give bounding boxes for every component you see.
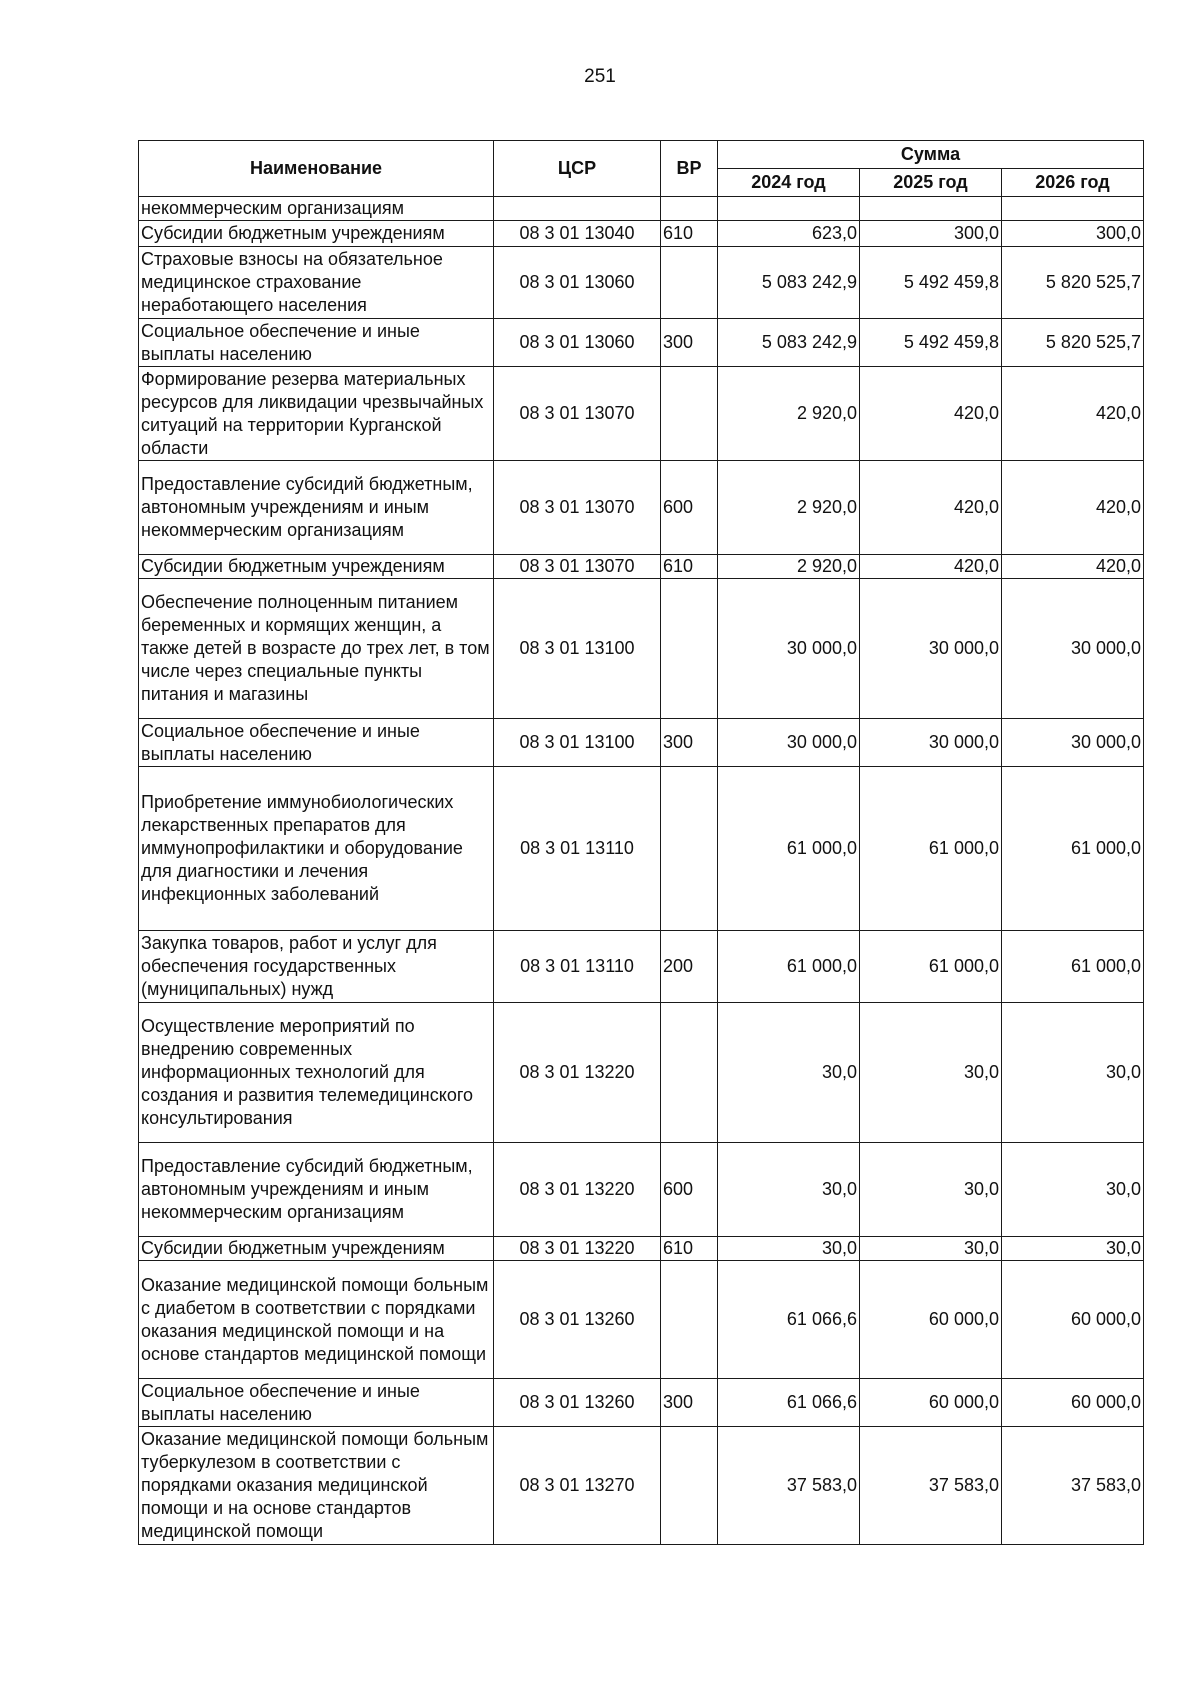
row-vr-cell: 610 xyxy=(661,555,718,579)
table-row xyxy=(139,1427,1144,1545)
table-row xyxy=(139,221,1144,247)
row-name-cell: Страховые взносы на обязательное медицинское страхование неработающего населения xyxy=(139,247,494,319)
row-name-cell: Социальное обеспечение и иные выплаты населению xyxy=(139,1379,494,1427)
row-amount-2026-cell: 30,0 xyxy=(1002,1003,1144,1143)
row-vr-cell xyxy=(661,1261,718,1379)
row-amount-2026-cell: 60 000,0 xyxy=(1002,1379,1144,1427)
table-row xyxy=(139,461,1144,555)
row-vr-cell xyxy=(661,1427,718,1545)
row-csr-cell: 08 3 01 13220 xyxy=(494,1003,661,1143)
row-amount-2025-cell: 30 000,0 xyxy=(860,579,1002,719)
row-amount-2025-cell: 300,0 xyxy=(860,221,1002,247)
row-vr-cell: 600 xyxy=(661,1143,718,1237)
row-amount-2024-cell: 61 000,0 xyxy=(718,931,860,1003)
row-name-cell: Субсидии бюджетным учреждениям xyxy=(139,555,494,579)
row-vr-cell: 610 xyxy=(661,221,718,247)
table-row xyxy=(139,1379,1144,1427)
row-name-cell: Социальное обеспечение и иные выплаты населению xyxy=(139,319,494,367)
row-amount-2024-cell: 61 066,6 xyxy=(718,1379,860,1427)
row-amount-2024-cell: 30 000,0 xyxy=(718,719,860,767)
header-year-2024: 2024 год xyxy=(718,169,860,197)
row-amount-2024-cell: 61 066,6 xyxy=(718,1261,860,1379)
table-row xyxy=(139,1237,1144,1261)
row-vr-cell xyxy=(661,197,718,221)
row-vr-cell xyxy=(661,367,718,461)
row-csr-cell xyxy=(494,197,661,221)
table-row xyxy=(139,319,1144,367)
row-vr-cell: 300 xyxy=(661,719,718,767)
row-vr-cell xyxy=(661,579,718,719)
row-amount-2026-cell: 5 820 525,7 xyxy=(1002,319,1144,367)
table-row xyxy=(139,1143,1144,1237)
row-name-cell: Субсидии бюджетным учреждениям xyxy=(139,1237,494,1261)
row-amount-2024-cell: 30 000,0 xyxy=(718,579,860,719)
row-amount-2026-cell: 420,0 xyxy=(1002,461,1144,555)
table-row xyxy=(139,579,1144,719)
row-name-cell: Предоставление субсидий бюджетным, автономным учреждениям и иным некоммерческим организациям xyxy=(139,1143,494,1237)
table-row xyxy=(139,931,1144,1003)
row-amount-2026-cell: 30,0 xyxy=(1002,1237,1144,1261)
row-amount-2024-cell: 2 920,0 xyxy=(718,367,860,461)
row-csr-cell: 08 3 01 13060 xyxy=(494,319,661,367)
row-csr-cell: 08 3 01 13260 xyxy=(494,1261,661,1379)
row-amount-2024-cell xyxy=(718,197,860,221)
row-amount-2024-cell: 61 000,0 xyxy=(718,767,860,931)
row-csr-cell: 08 3 01 13070 xyxy=(494,461,661,555)
header-csr: ЦСР xyxy=(494,141,661,197)
table-header xyxy=(139,141,1144,197)
row-vr-cell: 200 xyxy=(661,931,718,1003)
row-amount-2025-cell: 420,0 xyxy=(860,555,1002,579)
table-row xyxy=(139,1261,1144,1379)
row-amount-2024-cell: 5 083 242,9 xyxy=(718,247,860,319)
header-name: Наименование xyxy=(139,141,494,197)
row-amount-2026-cell: 300,0 xyxy=(1002,221,1144,247)
row-amount-2026-cell: 61 000,0 xyxy=(1002,931,1144,1003)
row-amount-2024-cell: 30,0 xyxy=(718,1003,860,1143)
row-name-cell: Оказание медицинской помощи больным туберкулезом в соответствии с порядками оказания медицинской помощи и на основе стандартов медицинской помощи xyxy=(139,1427,494,1545)
row-csr-cell: 08 3 01 13110 xyxy=(494,767,661,931)
row-vr-cell xyxy=(661,767,718,931)
row-amount-2025-cell: 37 583,0 xyxy=(860,1427,1002,1545)
row-name-cell: Субсидии бюджетным учреждениям xyxy=(139,221,494,247)
row-amount-2024-cell: 2 920,0 xyxy=(718,461,860,555)
header-year-2025: 2025 год xyxy=(860,169,1002,197)
row-amount-2025-cell: 61 000,0 xyxy=(860,931,1002,1003)
row-amount-2025-cell: 420,0 xyxy=(860,461,1002,555)
table-row xyxy=(139,555,1144,579)
row-amount-2024-cell: 2 920,0 xyxy=(718,555,860,579)
row-amount-2026-cell: 30 000,0 xyxy=(1002,579,1144,719)
table-row xyxy=(139,767,1144,931)
row-amount-2025-cell: 5 492 459,8 xyxy=(860,247,1002,319)
page-number: 251 xyxy=(584,66,616,87)
row-amount-2026-cell: 420,0 xyxy=(1002,555,1144,579)
table-row xyxy=(139,1003,1144,1143)
row-amount-2025-cell: 30,0 xyxy=(860,1237,1002,1261)
row-csr-cell: 08 3 01 13100 xyxy=(494,579,661,719)
row-amount-2024-cell: 30,0 xyxy=(718,1143,860,1237)
row-amount-2025-cell: 60 000,0 xyxy=(860,1379,1002,1427)
row-amount-2025-cell: 61 000,0 xyxy=(860,767,1002,931)
budget-table xyxy=(138,140,1144,1545)
row-csr-cell: 08 3 01 13260 xyxy=(494,1379,661,1427)
row-vr-cell: 610 xyxy=(661,1237,718,1261)
table-row xyxy=(139,719,1144,767)
row-name-cell: Осуществление мероприятий по внедрению современных информационных технологий для создания и развития телемедицинского консультирования xyxy=(139,1003,494,1143)
row-csr-cell: 08 3 01 13220 xyxy=(494,1237,661,1261)
row-amount-2024-cell: 37 583,0 xyxy=(718,1427,860,1545)
row-amount-2025-cell: 30,0 xyxy=(860,1003,1002,1143)
row-amount-2024-cell: 30,0 xyxy=(718,1237,860,1261)
row-amount-2025-cell: 5 492 459,8 xyxy=(860,319,1002,367)
row-amount-2024-cell: 623,0 xyxy=(718,221,860,247)
row-csr-cell: 08 3 01 13110 xyxy=(494,931,661,1003)
row-csr-cell: 08 3 01 13070 xyxy=(494,367,661,461)
row-amount-2026-cell: 5 820 525,7 xyxy=(1002,247,1144,319)
row-name-cell: Приобретение иммунобиологических лекарственных препаратов для иммунопрофилактики и оборудование для диагностики и лечения инфекционных заболеваний xyxy=(139,767,494,931)
header-year-2026: 2026 год xyxy=(1002,169,1144,197)
row-amount-2025-cell: 30 000,0 xyxy=(860,719,1002,767)
row-name-cell: Закупка товаров, работ и услуг для обеспечения государственных (муниципальных) нужд xyxy=(139,931,494,1003)
row-name-cell: Формирование резерва материальных ресурсов для ликвидации чрезвычайных ситуаций на территории Курганской области xyxy=(139,367,494,461)
row-amount-2026-cell: 37 583,0 xyxy=(1002,1427,1144,1545)
row-vr-cell: 300 xyxy=(661,319,718,367)
header-vr: ВР xyxy=(661,141,718,197)
row-vr-cell xyxy=(661,1003,718,1143)
table-row xyxy=(139,367,1144,461)
row-csr-cell: 08 3 01 13070 xyxy=(494,555,661,579)
row-csr-cell: 08 3 01 13060 xyxy=(494,247,661,319)
table-row xyxy=(139,197,1144,221)
row-vr-cell xyxy=(661,247,718,319)
row-csr-cell: 08 3 01 13040 xyxy=(494,221,661,247)
row-amount-2026-cell: 60 000,0 xyxy=(1002,1261,1144,1379)
row-csr-cell: 08 3 01 13270 xyxy=(494,1427,661,1545)
row-amount-2025-cell: 420,0 xyxy=(860,367,1002,461)
row-amount-2026-cell: 30 000,0 xyxy=(1002,719,1144,767)
row-amount-2026-cell: 420,0 xyxy=(1002,367,1144,461)
row-name-cell: Предоставление субсидий бюджетным, автономным учреждениям и иным некоммерческим организациям xyxy=(139,461,494,555)
row-name-cell: Социальное обеспечение и иные выплаты населению xyxy=(139,719,494,767)
row-csr-cell: 08 3 01 13220 xyxy=(494,1143,661,1237)
header-sum: Сумма xyxy=(718,141,1144,169)
row-amount-2025-cell: 30,0 xyxy=(860,1143,1002,1237)
row-name-cell: Оказание медицинской помощи больным с диабетом в соответствии с порядками оказания медицинской помощи и на основе стандартов медицинской помощи xyxy=(139,1261,494,1379)
row-amount-2024-cell: 5 083 242,9 xyxy=(718,319,860,367)
row-amount-2026-cell: 30,0 xyxy=(1002,1143,1144,1237)
row-amount-2026-cell xyxy=(1002,197,1144,221)
row-name-cell: некоммерческим организациям xyxy=(139,197,494,221)
table-body xyxy=(139,197,1144,1545)
row-amount-2025-cell: 60 000,0 xyxy=(860,1261,1002,1379)
row-vr-cell: 600 xyxy=(661,461,718,555)
row-vr-cell: 300 xyxy=(661,1379,718,1427)
row-name-cell: Обеспечение полноценным питанием беременных и кормящих женщин, а также детей в возрасте до трех лет, в том числе через специальные пункты питания и магазины xyxy=(139,579,494,719)
row-amount-2026-cell: 61 000,0 xyxy=(1002,767,1144,931)
table-row xyxy=(139,247,1144,319)
row-csr-cell: 08 3 01 13100 xyxy=(494,719,661,767)
row-amount-2025-cell xyxy=(860,197,1002,221)
